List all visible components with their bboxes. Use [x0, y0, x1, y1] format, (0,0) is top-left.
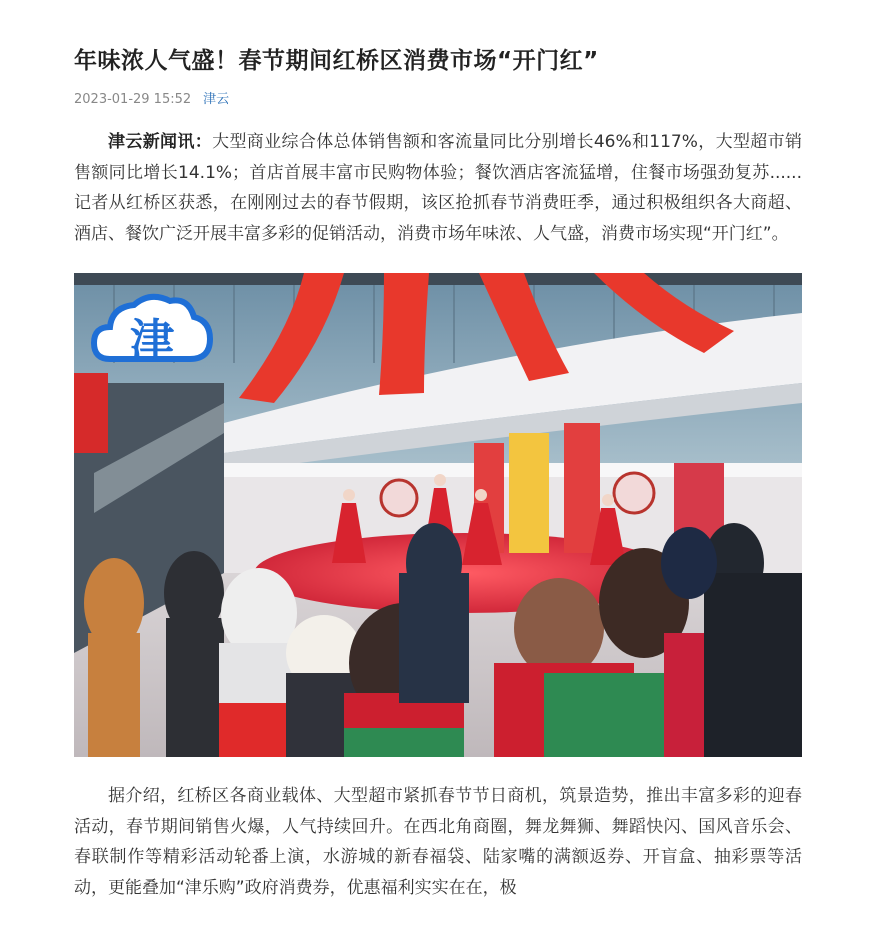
intro-paragraph	[74, 127, 802, 249]
intro-lead: 津云新闻讯：	[108, 132, 213, 152]
source-link[interactable]: 津云	[203, 92, 230, 107]
article-photo	[74, 273, 802, 757]
intro-text: 大型商业综合体总体销售额和客流量同比分别增长46%和117%，大型超市销售额同比增长14.1%；首店首展丰富市民购物体验；餐饮酒店客流猛增，住餐市场强劲复苏......记者从红桥区获悉，在刚刚过去的春节假期，该区抢抓春节消费旺季，通过积极组织各大商超、酒店、餐饮广泛开展丰富多彩的促销活动，消费市场年味浓、人气盛，消费市场实现“开门红”。	[74, 132, 803, 244]
article	[74, 0, 802, 903]
logo-char: 津	[130, 315, 174, 366]
article-meta	[74, 90, 802, 110]
body-paragraph: 据介绍，红桥区各商业载体、大型超市紧抓春节节日商机，筑景造势，推出丰富多彩的迎春活动，春节期间销售火爆，人气持续回升。在西北角商圈，舞龙舞狮、舞蹈快闪、国风音乐会、春联制作等精彩活动轮番上演，水游城的新春福袋、陆家嘴的满额返券、开盲盒、抽彩票等活动，更能叠加“津乐购”政府消费券，优惠福利实实在在，极	[74, 786, 802, 898]
publish-date: 2023-01-29 15:52	[74, 92, 192, 107]
article-title: 年味浓人气盛！春节期间红桥区消费市场“开门红”	[74, 48, 599, 74]
jinyun-logo-icon	[90, 289, 214, 383]
